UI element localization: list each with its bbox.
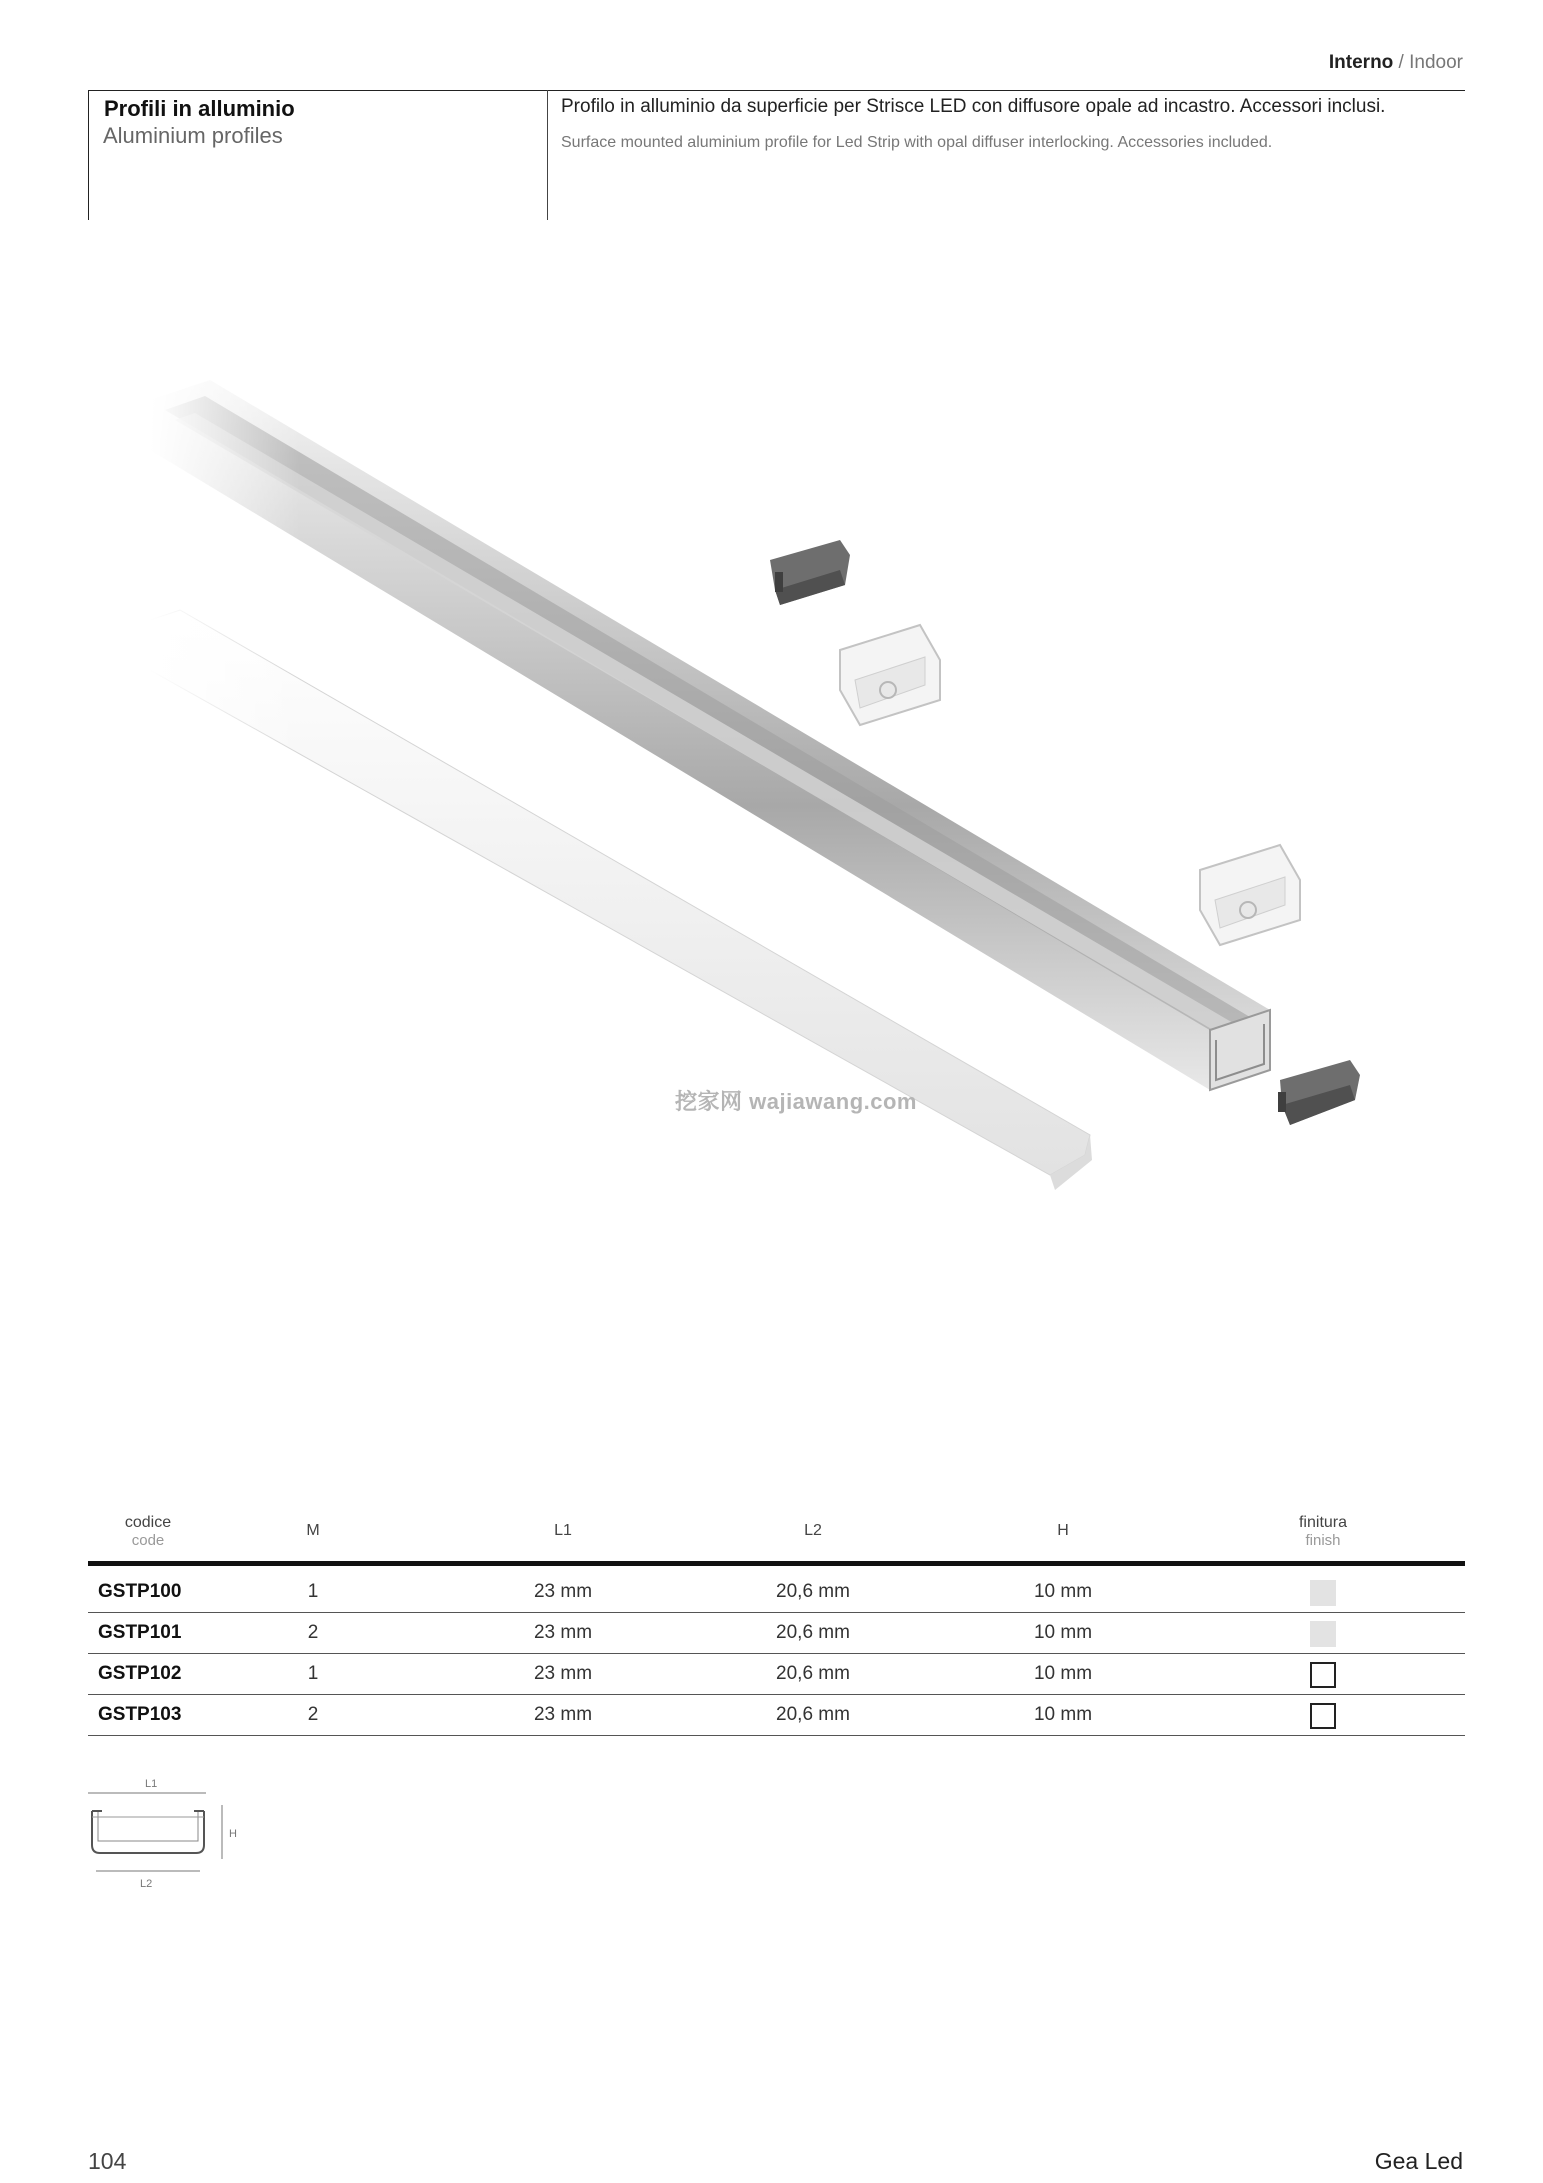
cell-l2: 20,6 mm bbox=[776, 1663, 850, 1684]
finish-swatch bbox=[1310, 1621, 1336, 1647]
page-number: 104 bbox=[88, 2148, 127, 2174]
table-row bbox=[88, 1572, 1465, 1613]
product-description-italian: Profilo in alluminio da superficie per Strisce LED con diffusore opale ad incastro. Accessori inclusi. bbox=[561, 96, 1386, 117]
cell-l1: 23 mm bbox=[533, 1622, 593, 1643]
cell-m: 2 bbox=[307, 1622, 319, 1643]
column-header-code bbox=[103, 1514, 193, 1550]
cell-h: 10 mm bbox=[1033, 1704, 1093, 1725]
cell-m: 2 bbox=[307, 1704, 319, 1725]
cell-h: 10 mm bbox=[1033, 1663, 1093, 1684]
table-header bbox=[88, 1510, 1465, 1560]
cell-h: 10 mm bbox=[1033, 1581, 1093, 1602]
section-label-secondary: Indoor bbox=[1409, 52, 1463, 73]
finish-swatch bbox=[1310, 1580, 1336, 1606]
column-header-m: M bbox=[306, 1522, 320, 1539]
cell-m: 1 bbox=[307, 1581, 319, 1602]
column-header-code-english: code bbox=[131, 1532, 165, 1549]
table-row bbox=[88, 1613, 1465, 1654]
cell-l1: 23 mm bbox=[533, 1663, 593, 1684]
diagram-label-h: H bbox=[229, 1828, 237, 1840]
table-row bbox=[88, 1654, 1465, 1695]
profile-section-diagram bbox=[88, 1775, 258, 1895]
column-header-h: H bbox=[1057, 1522, 1069, 1539]
cell-l1: 23 mm bbox=[533, 1581, 593, 1602]
title-divider-middle bbox=[547, 90, 548, 220]
cell-code: GSTP103 bbox=[98, 1704, 182, 1725]
column-header-code-italian: codice bbox=[124, 1514, 172, 1531]
finish-swatch bbox=[1310, 1662, 1336, 1688]
title-divider-top bbox=[88, 90, 1465, 91]
product-title-english: Aluminium profiles bbox=[103, 123, 283, 148]
cell-l2: 20,6 mm bbox=[776, 1704, 850, 1725]
title-divider-left bbox=[88, 90, 89, 220]
cell-l2: 20,6 mm bbox=[776, 1581, 850, 1602]
cell-l1: 23 mm bbox=[533, 1704, 593, 1725]
cell-l2: 20,6 mm bbox=[776, 1622, 850, 1643]
column-header-l1: L1 bbox=[554, 1522, 572, 1539]
watermark: 挖家网 wajiawang.com bbox=[675, 1089, 917, 1114]
finish-swatch bbox=[1310, 1703, 1336, 1729]
column-header-finish-english: finish bbox=[1305, 1532, 1341, 1549]
table-header-rule bbox=[88, 1561, 1465, 1566]
diagram-label-l1: L1 bbox=[145, 1778, 158, 1790]
brand-name: Gea Led bbox=[1374, 2148, 1463, 2174]
table-row bbox=[88, 1695, 1465, 1736]
cell-code: GSTP100 bbox=[98, 1581, 182, 1602]
section-label bbox=[1329, 52, 1463, 74]
column-header-finish bbox=[1283, 1514, 1363, 1550]
section-label-separator: / bbox=[1393, 52, 1410, 73]
cell-h: 10 mm bbox=[1033, 1622, 1093, 1643]
column-header-finish-italian: finitura bbox=[1298, 1514, 1348, 1531]
cell-code: GSTP102 bbox=[98, 1663, 182, 1684]
product-title-italian: Profili in alluminio bbox=[104, 96, 295, 121]
section-label-primary: Interno bbox=[1328, 52, 1394, 73]
diagram-label-l2: L2 bbox=[140, 1878, 153, 1890]
cell-m: 1 bbox=[307, 1663, 319, 1684]
product-description-english: Surface mounted aluminium profile for Led Strip with opal diffuser interlocking. Accessories included. bbox=[561, 134, 1273, 151]
cell-code: GSTP101 bbox=[98, 1622, 182, 1643]
column-header-l2: L2 bbox=[804, 1522, 822, 1539]
